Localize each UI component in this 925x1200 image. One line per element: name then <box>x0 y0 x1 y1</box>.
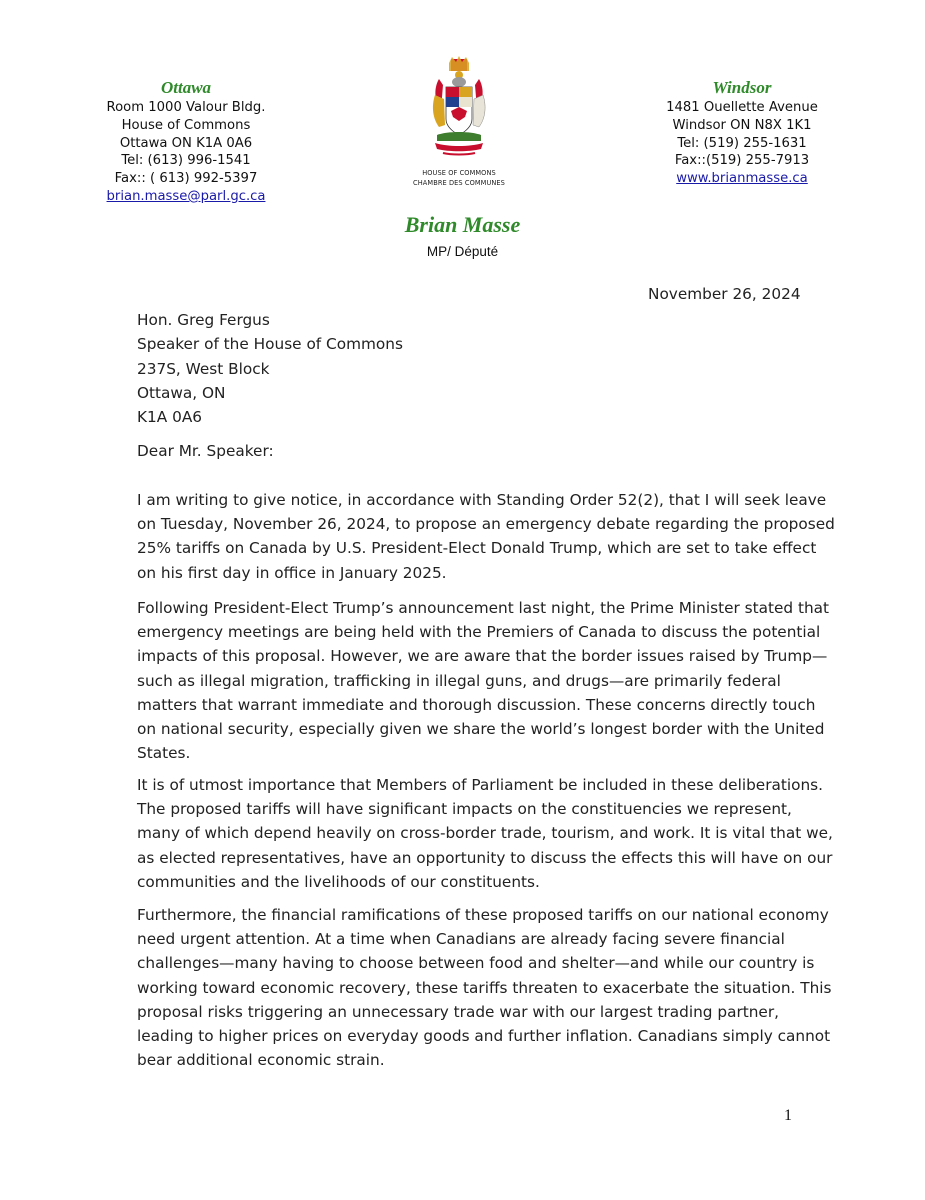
crest-caption-french: CHAMBRE DES COMMUNES <box>413 179 505 187</box>
letter-date: November 26, 2024 <box>648 285 801 303</box>
windsor-fax: Fax::(519) 255-7913 <box>674 153 810 169</box>
recipient-address-line: 237S, West Block <box>137 359 270 378</box>
letter-paragraph: It is of utmost importance that Members of Parliament be included in these deliberations. The proposed tariffs will have significant impacts on the constituencies we represent, many of which depend heavily on cross-border trade, tourism, and work. It is vital that we, as elected representatives, have an opportunity to discuss the effects this will have on our communities and the livelihoods of our constituents. <box>137 776 833 891</box>
letter-paragraph: Furthermore, the financial ramifications of these proposed tariffs on our national economy need urgent attention. At a time when Canadians are already facing severe financial challenges—many having to choose between food and shelter—and while our country is working toward economic recovery, these tariffs threaten to exacerbate the situation. This proposal risks triggering an unnecessary trade war with our largest trading partner, leading to higher prices on everyday goods and further inflation. Canadians simply cannot bear additional economic strain. <box>137 906 832 1070</box>
ottawa-phone: Tel: (613) 996-1541 <box>121 153 251 169</box>
page-number: 1 <box>784 1107 792 1124</box>
lion-supporter-icon <box>433 95 445 127</box>
website-link[interactable]: www.brianmasse.ca <box>676 171 808 187</box>
ottawa-fax: Fax:: ( 613) 992-5397 <box>114 171 258 187</box>
windsor-heading: Windsor <box>712 78 772 97</box>
ottawa-office-address <box>96 78 276 206</box>
windsor-phone: Tel: (519) 255-1631 <box>677 135 807 151</box>
sender-name: Brian Masse <box>404 212 521 237</box>
crest-caption-english: HOUSE OF COMMONS <box>422 169 496 177</box>
recipient-block <box>137 308 403 429</box>
unicorn-supporter-icon <box>473 95 485 127</box>
recipient-title: Speaker of the House of Commons <box>137 335 403 354</box>
coat-of-arms-icon <box>429 55 489 167</box>
windsor-address-line: 1481 Ouellette Avenue <box>666 100 818 115</box>
letter-paragraph: Following President-Elect Trump’s announcement last night, the Prime Minister stated that emergency meetings are being held with the Premiers of Canada to discuss the potential impacts of this proposal. However, we are aware that the border issues raised by Trump—such as illegal migration, trafficking in illegal guns, and drugs—are primarily federal matters that warrant immediate and thorough discussion. These concerns directly touch on national security, especially given we share the world’s longest border with the United States. <box>137 599 830 763</box>
salutation: Dear Mr. Speaker: <box>137 442 274 460</box>
windsor-office-address <box>647 78 837 188</box>
letter-paragraph: I am writing to give notice, in accordance with Standing Order 52(2), that I will seek leave on Tuesday, November 26, 2024, to propose an emergency debate regarding the proposed 25% tariffs on Canada by U.S. President-Elect Donald Trump, which are set to take effect on his first day in office in January 2025. <box>137 491 835 582</box>
recipient-name: Hon. Greg Fergus <box>137 311 270 329</box>
windsor-address-line: Windsor ON N8X 1K1 <box>672 117 812 133</box>
email-link[interactable]: brian.masse@parl.gc.ca <box>106 188 266 204</box>
recipient-postal-code: K1A 0A6 <box>137 408 203 427</box>
ottawa-address-line: House of Commons <box>121 117 251 133</box>
ottawa-address-line: Room 1000 Valour Bldg. <box>106 100 266 115</box>
ottawa-address-line: Ottawa ON K1A 0A6 <box>119 135 253 151</box>
sender-title: MP/ Député <box>426 244 499 259</box>
recipient-address-line: Ottawa, ON <box>137 383 226 402</box>
ottawa-heading: Ottawa <box>160 78 212 97</box>
house-of-commons-crest <box>398 55 520 187</box>
